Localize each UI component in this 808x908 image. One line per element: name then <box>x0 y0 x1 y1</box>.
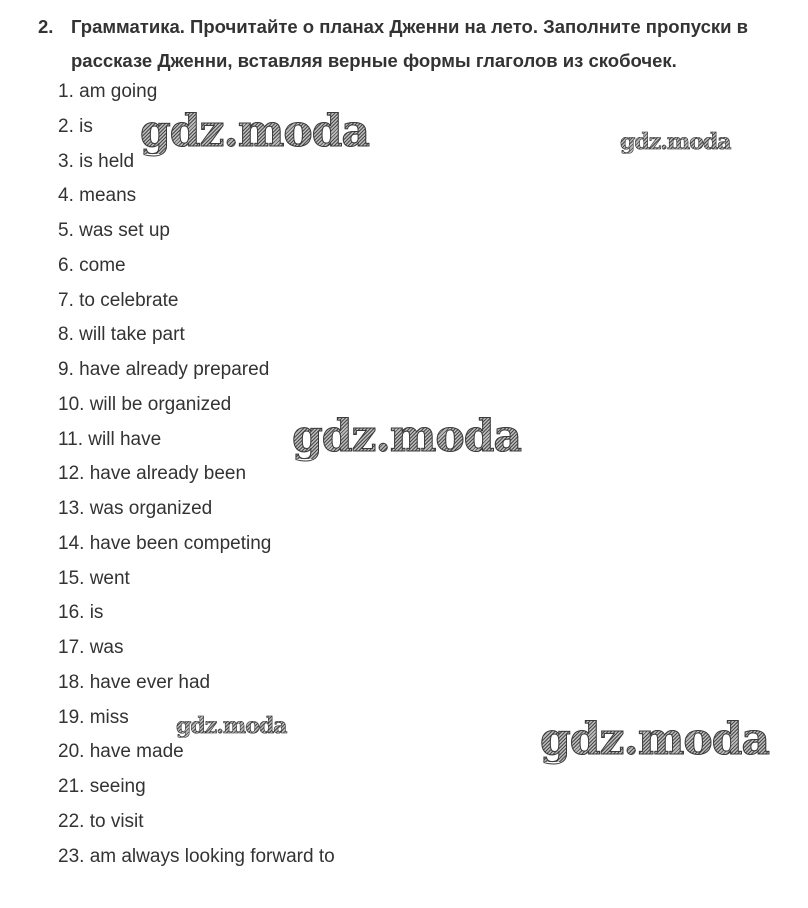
answer-item: 6. come <box>58 254 126 276</box>
answer-item: 18. have ever had <box>58 671 211 693</box>
answer-item: 4. means <box>58 185 137 207</box>
watermark-logo: gdz.moda <box>540 714 770 765</box>
answer-item: 8. will take part <box>58 324 185 346</box>
answer-item: 11. will have <box>58 428 162 450</box>
answer-item: 5. was set up <box>58 220 170 241</box>
answer-list <box>58 75 335 874</box>
answer-item: 21. seeing <box>58 776 146 797</box>
task-header <box>38 10 808 78</box>
answer-item: 3. is held <box>58 150 135 172</box>
answer-item: 7. to celebrate <box>58 289 179 311</box>
answer-item: 20. have made <box>58 741 184 763</box>
answer-item: 12. have already been <box>58 463 247 485</box>
answer-item: 23. am always looking forward to <box>58 845 335 867</box>
answer-item: 17. was <box>58 637 124 658</box>
answer-item: 15. went <box>58 567 130 589</box>
answer-item: 16. is <box>58 602 104 624</box>
answer-item: 1. am going <box>58 81 158 102</box>
watermark-logo: gdz.moda <box>140 106 370 157</box>
watermark-logo: gdz.moda <box>176 713 287 739</box>
answer-item: 13. was organized <box>58 498 213 519</box>
answer-item: 14. have been competing <box>58 532 272 554</box>
answer-item: 10. will be organized <box>58 393 232 415</box>
task-title: Грамматика. Прочитайте о планах Дженни на лето. Заполните пропуски в рассказе Дженни, вставляя верные формы глаголов из скобочек. <box>71 16 749 71</box>
answer-item: 9. have already prepared <box>58 359 270 380</box>
answer-item: 22. to visit <box>58 810 144 832</box>
watermark-logo: gdz.moda <box>620 129 731 155</box>
task-number: 2. <box>38 16 54 37</box>
watermark-logo: gdz.moda <box>292 411 522 462</box>
answer-item: 2. is <box>58 115 93 137</box>
answer-item: 19. miss <box>58 706 129 728</box>
